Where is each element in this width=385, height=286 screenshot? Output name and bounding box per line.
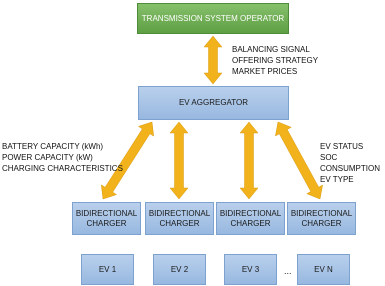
charger-label-2: BIDIRECTIONAL CHARGER bbox=[148, 208, 211, 228]
charger-label-4: BIDIRECTIONAL CHARGER bbox=[290, 208, 353, 228]
right-info-labels: EV STATUS SOC CONSUMPTION EV TYPE bbox=[320, 142, 380, 184]
tso-label: TRANSMISSION SYSTEM OPERATOR bbox=[141, 13, 285, 23]
charger-2-aggregator-arrow bbox=[170, 122, 188, 199]
tso-aggregator-arrow bbox=[204, 36, 222, 84]
charger-label-1: BIDIRECTIONAL CHARGER bbox=[75, 208, 138, 228]
ev-label-n: EV N bbox=[314, 264, 333, 274]
charger-4-aggregator-arrow bbox=[275, 122, 322, 199]
ev-box-1 bbox=[81, 254, 134, 285]
ev-box-2 bbox=[153, 254, 206, 285]
ev-box-3 bbox=[224, 254, 277, 285]
charger-box-3 bbox=[216, 202, 285, 235]
charger-box-4 bbox=[287, 202, 356, 235]
ev-label-2: EV 2 bbox=[170, 264, 189, 274]
ev-label-3: EV 3 bbox=[241, 264, 260, 274]
charger-box-2 bbox=[145, 202, 214, 235]
aggregator-box bbox=[138, 86, 289, 120]
ev-label-1: EV 1 bbox=[98, 264, 117, 274]
charger-3-aggregator-arrow bbox=[240, 122, 258, 199]
charger-label-3: BIDIRECTIONAL CHARGER bbox=[219, 208, 282, 228]
tso-box bbox=[137, 3, 289, 34]
charger-box-1 bbox=[72, 202, 141, 235]
left-info-labels: BATTERY CAPACITY (kWh) POWER CAPACITY (kW) CHARGING CHARACTERISTICS bbox=[2, 142, 123, 173]
ev-box-n bbox=[297, 254, 350, 285]
aggregator-label: EV AGGREGATOR bbox=[178, 98, 249, 107]
ellipsis: ... bbox=[284, 266, 292, 276]
tso-link-labels: BALANCING SIGNAL OFFERING STRATEGY MARKET PRICES bbox=[232, 45, 319, 76]
